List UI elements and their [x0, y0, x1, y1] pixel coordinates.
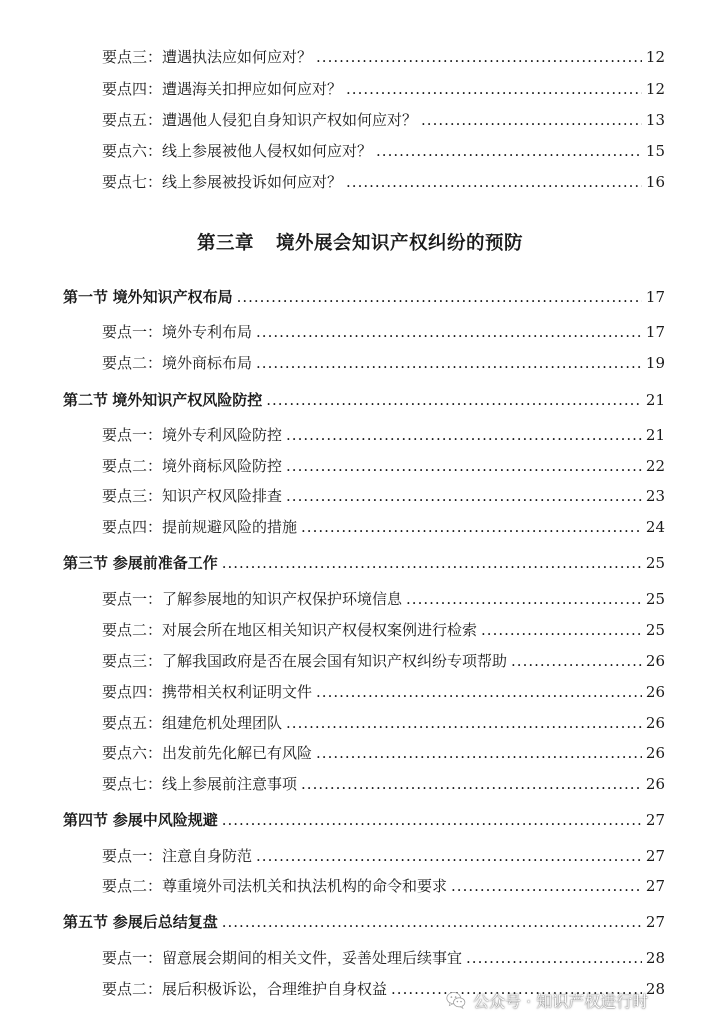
page-number: 27: [645, 811, 665, 829]
toc-item[interactable]: [102, 47, 665, 67]
section-title: 境外知识产权风险防控: [112, 391, 263, 409]
item-label: 要点三：: [102, 487, 163, 505]
toc-item[interactable]: [102, 79, 665, 99]
page-number: 23: [645, 487, 665, 505]
item-title: 对展会所在地区相关知识产权侵权案例进行检索: [162, 621, 478, 639]
wechat-watermark: [445, 986, 648, 1014]
item-title: 知识产权风险排查: [162, 487, 283, 505]
dot-leader: [421, 110, 642, 130]
page-number: 26: [645, 652, 665, 670]
toc-item[interactable]: [102, 486, 665, 506]
page-number: 21: [645, 426, 665, 444]
page-number: 16: [645, 173, 665, 191]
page-number: 15: [645, 142, 665, 160]
item-title: 出发前先化解已有风险: [162, 744, 313, 762]
dot-leader: [511, 651, 642, 671]
dot-leader: [451, 876, 642, 896]
dot-leader: [301, 517, 642, 537]
dot-leader: [286, 486, 642, 506]
item-title: 了解参展地的知识产权保护环境信息: [162, 590, 403, 608]
toc-item[interactable]: [102, 456, 665, 476]
item-title: 提前规避风险的措施: [162, 518, 298, 536]
item-label: 要点一：: [102, 590, 163, 608]
item-title: 境外商标风险防控: [162, 457, 283, 475]
item-label: 要点七：: [102, 173, 163, 191]
item-label: 要点二：: [102, 354, 163, 372]
page-number: 12: [645, 48, 665, 66]
item-title: 遭遇海关扣押应如何应对？: [162, 80, 343, 98]
item-label: 要点二：: [102, 877, 163, 895]
section-title: 参展前准备工作: [112, 554, 218, 572]
toc-item[interactable]: [102, 425, 665, 445]
item-label: 要点二：: [102, 621, 163, 639]
section-label: 第三节: [63, 554, 109, 572]
dot-leader: [256, 322, 642, 342]
page-number: 27: [645, 913, 665, 931]
item-title: 组建危机处理团队: [162, 714, 283, 732]
toc-section[interactable]: [63, 810, 665, 830]
dot-leader: [481, 620, 642, 640]
toc-item[interactable]: [102, 846, 665, 866]
page-number: 26: [645, 714, 665, 732]
page-number: 25: [645, 621, 665, 639]
item-label: 要点三：: [102, 652, 163, 670]
dot-leader: [316, 47, 642, 67]
page-number: 19: [645, 354, 665, 372]
page-number: 26: [645, 744, 665, 762]
dot-leader: [256, 353, 642, 373]
item-title: 境外商标布局: [162, 354, 253, 372]
page-number: 25: [645, 554, 665, 572]
page-number: 28: [645, 980, 665, 998]
item-title: 境外专利风险防控: [162, 426, 283, 444]
page-number: 12: [645, 80, 665, 98]
dot-leader: [316, 743, 642, 763]
dot-leader: [286, 425, 642, 445]
item-label: 要点七：: [102, 775, 163, 793]
item-label: 要点一：: [102, 426, 163, 444]
toc-section[interactable]: [63, 912, 665, 932]
wechat-icon: [445, 989, 467, 1011]
toc-section[interactable]: [63, 390, 665, 410]
item-title: 尊重境外司法机关和执法机构的命令和要求: [162, 877, 448, 895]
dot-leader: [376, 141, 642, 161]
dot-leader: [266, 390, 642, 410]
item-title: 线上参展被他人侵权如何应对？: [162, 142, 373, 160]
toc-item[interactable]: [102, 876, 665, 896]
item-title: 注意自身防范: [162, 847, 253, 865]
toc-item[interactable]: [102, 517, 665, 537]
item-title: 线上参展被投诉如何应对？: [162, 173, 343, 191]
item-label: 要点四：: [102, 683, 163, 701]
dot-leader: [346, 172, 642, 192]
item-label: 要点四：: [102, 518, 163, 536]
toc-item[interactable]: [102, 110, 665, 130]
chapter-title: 境外展会知识产权纠纷的预防: [276, 233, 524, 254]
page-number: 28: [645, 949, 665, 967]
item-label: 要点四：: [102, 80, 163, 98]
section-label: 第五节: [63, 913, 109, 931]
dot-leader: [222, 553, 642, 573]
item-label: 要点一：: [102, 847, 163, 865]
page-number: 13: [645, 111, 665, 129]
dot-leader: [316, 682, 642, 702]
item-title: 遭遇他人侵犯自身知识产权如何应对？: [162, 111, 418, 129]
toc-item[interactable]: [102, 774, 665, 794]
section-label: 第四节: [63, 811, 109, 829]
toc-item[interactable]: [102, 713, 665, 733]
page-number: 17: [645, 323, 665, 341]
dot-leader: [406, 589, 642, 609]
dot-leader: [286, 456, 642, 476]
item-label: 要点二：: [102, 980, 163, 998]
dot-leader: [222, 912, 642, 932]
item-title: 展后积极诉讼，合理维护自身权益: [162, 980, 388, 998]
section-label: 第二节: [63, 391, 109, 409]
toc-item[interactable]: [102, 682, 665, 702]
chapter-number: 第三章: [196, 233, 254, 254]
item-label: 要点五：: [102, 111, 163, 129]
item-title: 携带相关权利证明文件: [162, 683, 313, 701]
toc-item[interactable]: [102, 651, 665, 671]
toc-section[interactable]: [63, 287, 665, 307]
page-number: 26: [645, 683, 665, 701]
item-title: 留意展会期间的相关文件，妥善处理后续事宜: [162, 949, 463, 967]
section-label: 第一节: [63, 288, 109, 306]
page-number: 24: [645, 518, 665, 536]
watermark-text: 公众号 · 知识产权进行时: [473, 991, 649, 1011]
page-number: 21: [645, 391, 665, 409]
dot-leader: [256, 846, 642, 866]
item-label: 要点三：: [102, 48, 163, 66]
toc-item[interactable]: [102, 743, 665, 763]
item-title: 遭遇执法应如何应对？: [162, 48, 313, 66]
item-label: 要点一：: [102, 949, 163, 967]
section-title: 参展后总结复盘: [112, 913, 218, 931]
item-label: 要点六：: [102, 142, 163, 160]
page-number: 27: [645, 877, 665, 895]
toc-item[interactable]: [102, 353, 665, 373]
toc-item[interactable]: [102, 141, 665, 161]
toc-item[interactable]: [102, 620, 665, 640]
toc-section[interactable]: [63, 553, 665, 573]
dot-leader: [237, 287, 642, 307]
section-title: 参展中风险规避: [112, 811, 218, 829]
item-label: 要点二：: [102, 457, 163, 475]
item-title: 线上参展前注意事项: [162, 775, 298, 793]
toc-item[interactable]: [102, 172, 665, 192]
page-number: 26: [645, 775, 665, 793]
dot-leader: [346, 79, 642, 99]
page-number: 25: [645, 590, 665, 608]
section-title: 境外知识产权布局: [112, 288, 233, 306]
item-title: 境外专利布局: [162, 323, 253, 341]
page-number: 17: [645, 288, 665, 306]
page-number: 27: [645, 847, 665, 865]
item-label: 要点六：: [102, 744, 163, 762]
dot-leader: [222, 810, 642, 830]
toc-item[interactable]: [102, 948, 665, 968]
dot-leader: [301, 774, 642, 794]
dot-leader: [466, 948, 642, 968]
toc-item[interactable]: [102, 322, 665, 342]
dot-leader: [286, 713, 642, 733]
page-number: 22: [645, 457, 665, 475]
chapter-heading[interactable]: [0, 229, 720, 255]
item-label: 要点一：: [102, 323, 163, 341]
item-label: 要点五：: [102, 714, 163, 732]
toc-item[interactable]: [102, 589, 665, 609]
item-title: 了解我国政府是否在展会国有知识产权纠纷专项帮助: [162, 652, 508, 670]
